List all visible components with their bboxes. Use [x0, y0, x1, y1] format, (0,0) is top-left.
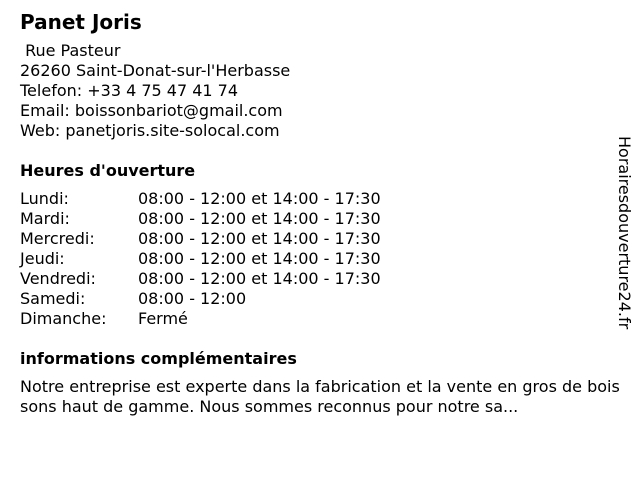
business-name: Panet Joris: [20, 10, 142, 34]
brand-watermark-text: Horairesdouverture24.fr: [615, 136, 634, 330]
brand-watermark: [612, 136, 636, 346]
day-label: Jeudi:: [20, 249, 65, 268]
hours-table: [20, 189, 620, 329]
phone-line: Telefon: +33 4 75 47 41 74: [20, 81, 239, 100]
website-line: Web: panetjoris.site-solocal.com: [20, 121, 280, 140]
time-value: 08:00 - 12:00 et 14:00 - 17:30: [138, 209, 381, 228]
time-value: 08:00 - 12:00 et 14:00 - 17:30: [138, 269, 381, 288]
day-label: Vendredi:: [20, 269, 96, 288]
time-value: 08:00 - 12:00: [138, 289, 247, 308]
hours-title: Heures d'ouverture: [20, 161, 196, 180]
info-description: Notre entreprise est experte dans la fabrication et la vente en gros de boissons haut de gamme. Nous sommes reconnus pour notre sa...: [20, 377, 620, 416]
info-title: informations complémentaires: [20, 349, 297, 368]
day-label: Lundi:: [20, 189, 69, 208]
day-label: Samedi:: [20, 289, 86, 308]
business-card: [20, 10, 620, 417]
hours-row: [20, 289, 620, 309]
hours-row: [20, 209, 620, 229]
hours-row: [20, 189, 620, 209]
hours-row: [20, 249, 620, 269]
hours-row: [20, 229, 620, 249]
hours-row: [20, 269, 620, 289]
day-label: Mercredi:: [20, 229, 95, 248]
day-label: Mardi:: [20, 209, 70, 228]
time-value: 08:00 - 12:00 et 14:00 - 17:30: [138, 249, 381, 268]
day-label: Dimanche:: [20, 309, 107, 328]
street-address: Rue Pasteur: [20, 41, 121, 60]
city-line: 26260 Saint-Donat-sur-l'Herbasse: [20, 61, 291, 80]
hours-row: [20, 309, 620, 329]
time-value: 08:00 - 12:00 et 14:00 - 17:30: [138, 229, 381, 248]
time-value: 08:00 - 12:00 et 14:00 - 17:30: [138, 189, 381, 208]
email-line: Email: boissonbariot@gmail.com: [20, 101, 283, 120]
time-value: Fermé: [138, 309, 188, 328]
